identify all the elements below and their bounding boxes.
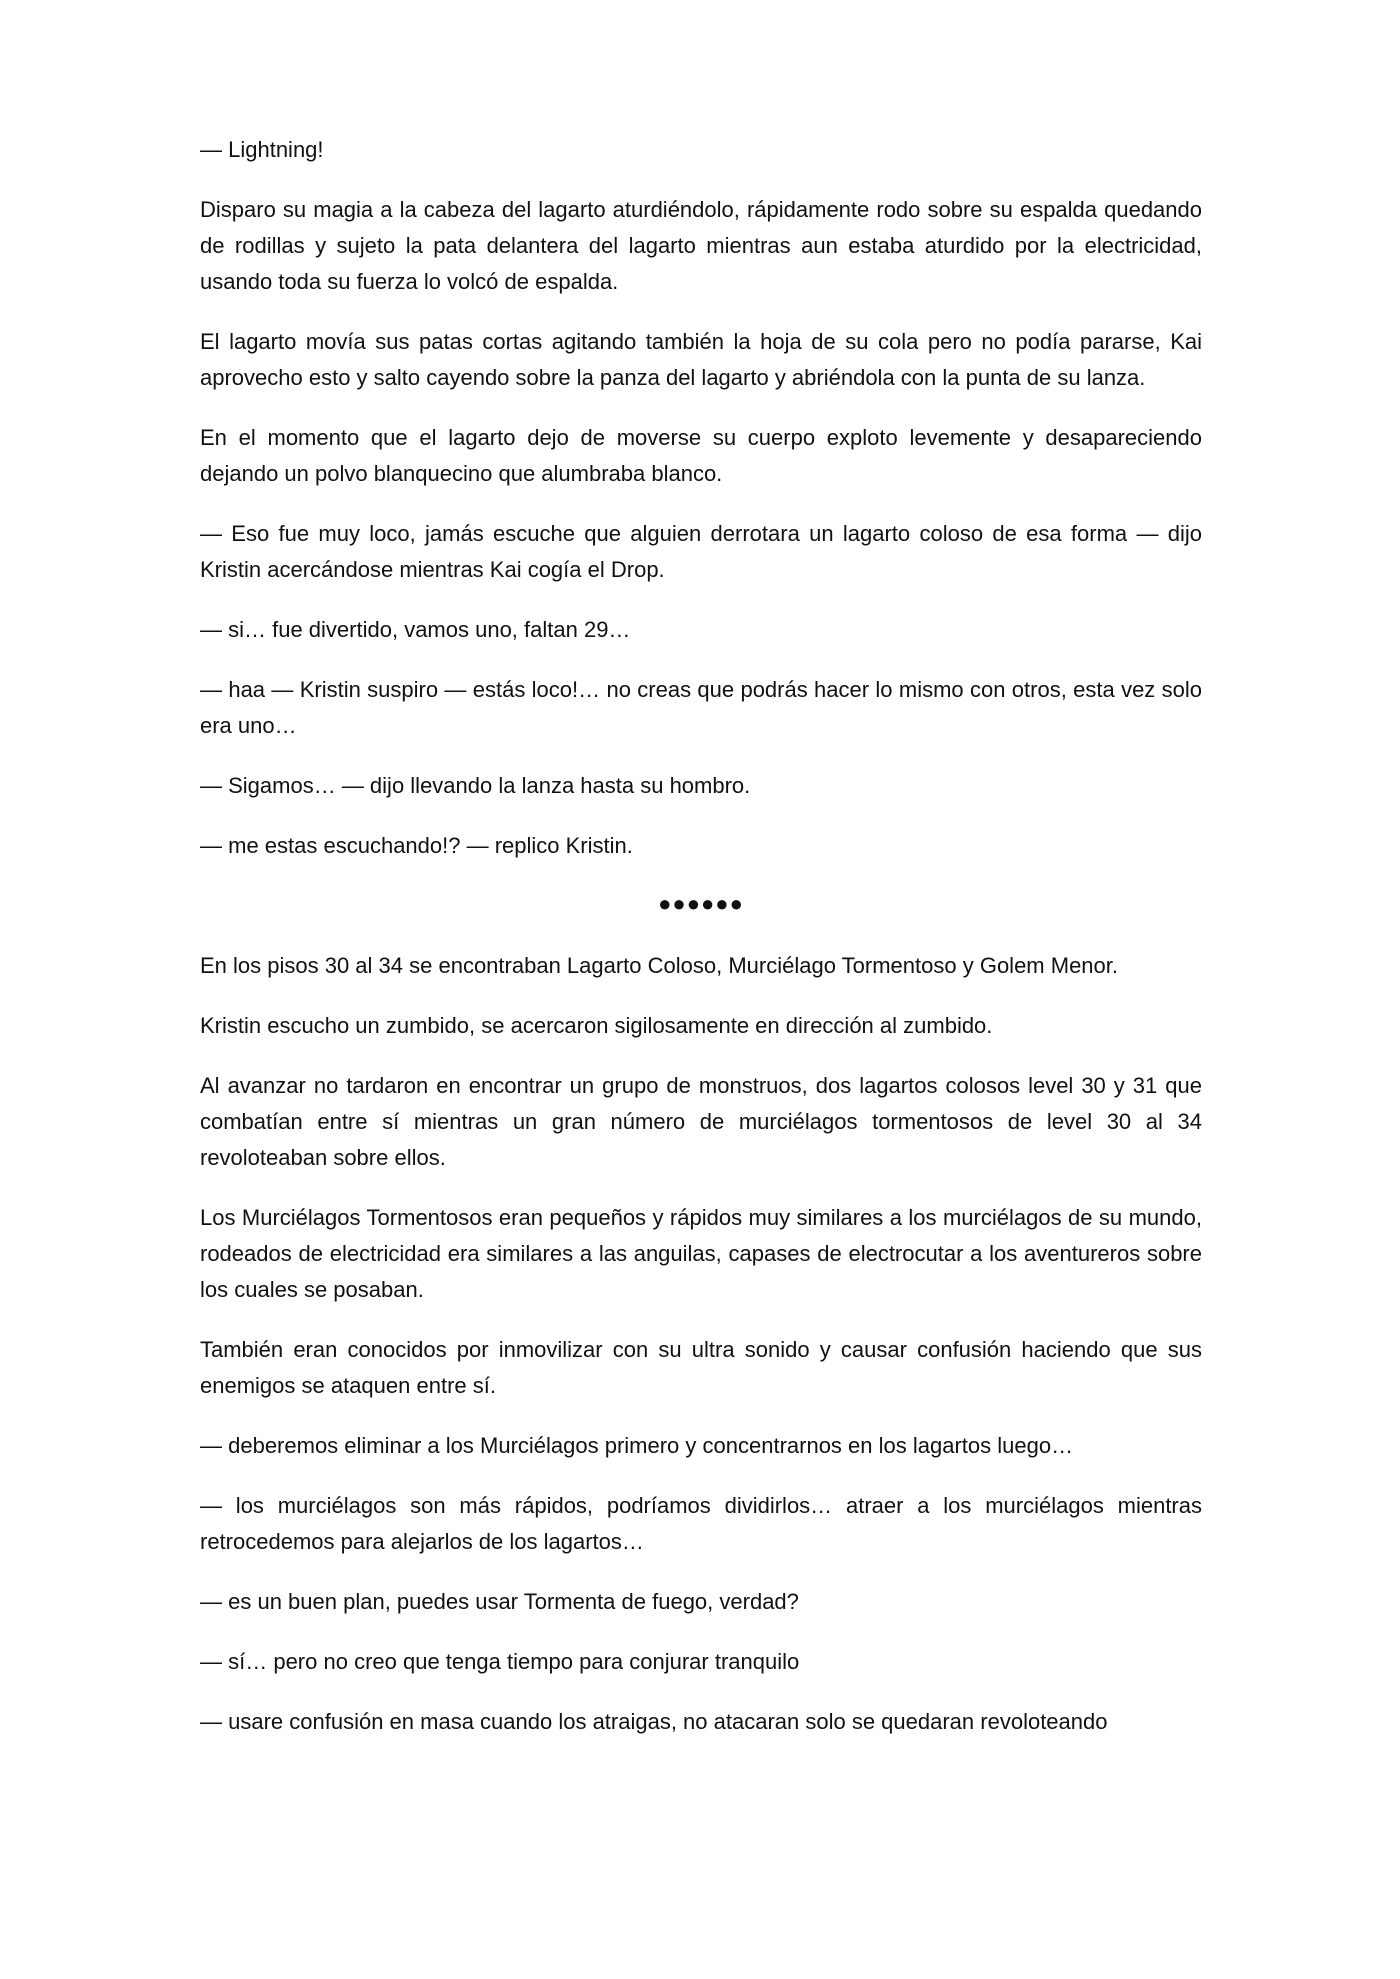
paragraph: — usare confusión en masa cuando los atraigas, no atacaran solo se quedaran revoloteando bbox=[200, 1709, 1108, 1734]
paragraph: — Lightning! bbox=[200, 137, 324, 162]
paragraph: — Eso fue muy loco, jamás escuche que alguien derrotara un lagarto coloso de esa forma — dijo Kristin acercándose mientras Kai cogía el Drop. bbox=[200, 521, 1202, 582]
paragraph: — si… fue divertido, vamos uno, faltan 29… bbox=[200, 617, 631, 642]
paragraph: — es un buen plan, puedes usar Tormenta de fuego, verdad? bbox=[200, 1589, 799, 1614]
paragraph: — los murciélagos son más rápidos, podríamos dividirlos… atraer a los murciélagos mientras retrocedemos para alejarlos de los lagartos… bbox=[200, 1493, 1202, 1554]
paragraph: El lagarto movía sus patas cortas agitando también la hoja de su cola pero no podía pararse, Kai aprovecho esto y salto cayendo sobre la panza del lagarto y abriéndola con la punta de su lanza. bbox=[200, 329, 1202, 390]
paragraph: Kristin escucho un zumbido, se acercaron sigilosamente en dirección al zumbido. bbox=[200, 1013, 993, 1038]
scene-separator: ●●●●●● bbox=[658, 891, 744, 916]
paragraph: Al avanzar no tardaron en encontrar un grupo de monstruos, dos lagartos colosos level 30 y 31 que combatían entre sí mientras un gran número de murciélagos tormentosos de level 30 al 34 revoloteaban sobre ellos. bbox=[200, 1073, 1202, 1170]
paragraph: — haa — Kristin suspiro — estás loco!… no creas que podrás hacer lo mismo con otros, esta vez solo era uno… bbox=[200, 677, 1202, 738]
paragraph: — Sigamos… — dijo llevando la lanza hasta su hombro. bbox=[200, 773, 751, 798]
paragraph: Disparo su magia a la cabeza del lagarto aturdiéndolo, rápidamente rodo sobre su espalda quedando de rodillas y sujeto la pata delantera del lagarto mientras aun estaba aturdido por la electricidad, usando toda su fuerza lo volcó de espalda. bbox=[200, 197, 1202, 294]
paragraph: En el momento que el lagarto dejo de moverse su cuerpo exploto levemente y desapareciendo dejando un polvo blanquecino que alumbraba blanco. bbox=[200, 425, 1202, 486]
paragraph: En los pisos 30 al 34 se encontraban Lagarto Coloso, Murciélago Tormentoso y Golem Menor. bbox=[200, 953, 1118, 978]
paragraph: — sí… pero no creo que tenga tiempo para conjurar tranquilo bbox=[200, 1649, 800, 1674]
paragraph: Los Murciélagos Tormentosos eran pequeños y rápidos muy similares a los murciélagos de su mundo, rodeados de electricidad era similares a las anguilas, capases de electrocutar a los aventureros sobre los cuales se posaban. bbox=[200, 1205, 1202, 1302]
paragraph: — deberemos eliminar a los Murciélagos primero y concentrarnos en los lagartos luego… bbox=[200, 1433, 1074, 1458]
document-page bbox=[200, 132, 1202, 1764]
paragraph: También eran conocidos por inmovilizar con su ultra sonido y causar confusión haciendo que sus enemigos se ataquen entre sí. bbox=[200, 1337, 1202, 1398]
paragraph: — me estas escuchando!? — replico Kristin. bbox=[200, 833, 633, 858]
